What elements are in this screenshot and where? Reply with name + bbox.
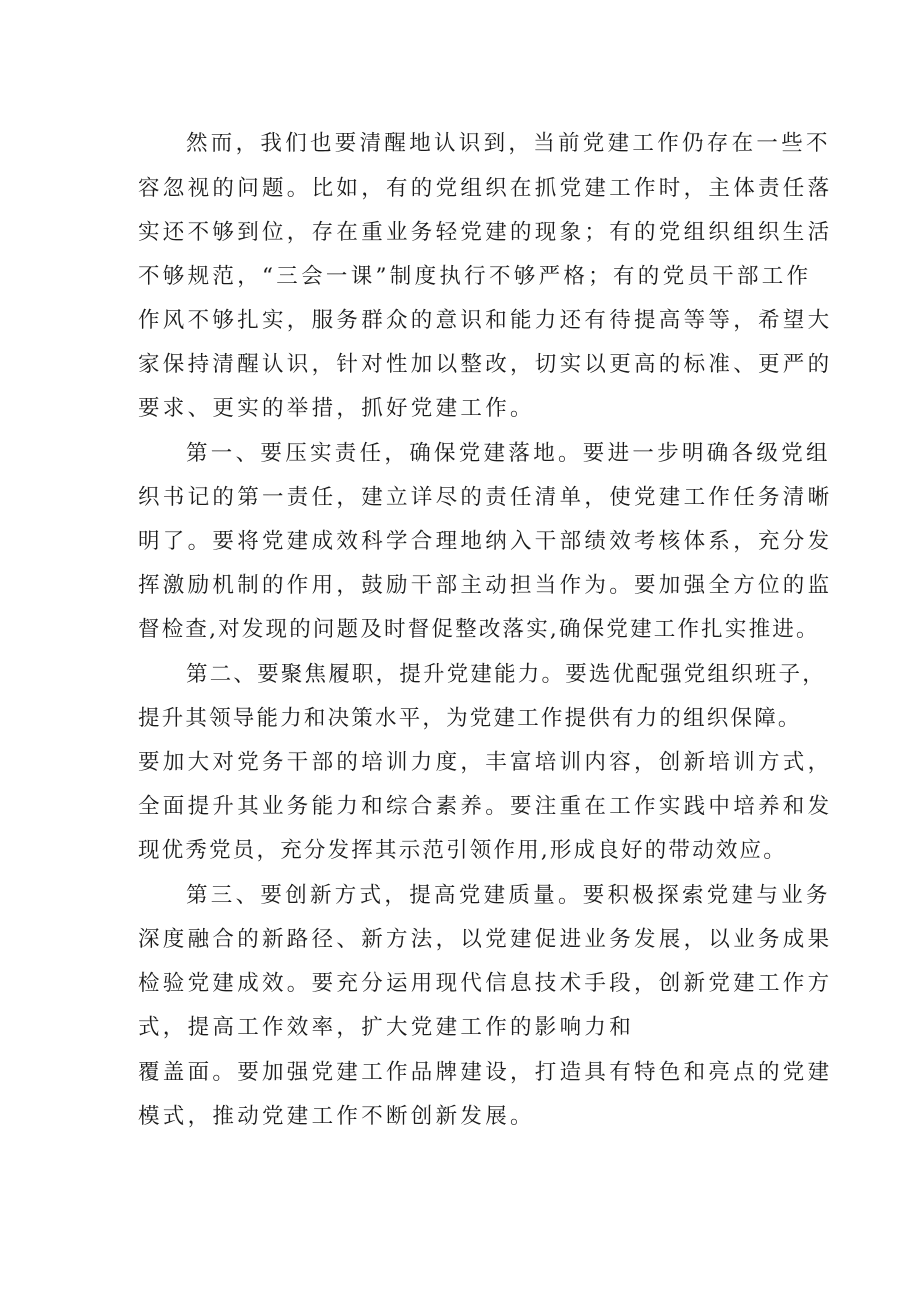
paragraph-3-line-3: 要加大对党务干部的培训力度，丰富培训内容，创新培训方式，	[138, 750, 833, 775]
paragraph-2-line-4: 挥激励机制的作用，鼓励干部主动担当作为。要加强全方位的监	[138, 573, 833, 598]
paragraph-1-line-4: 不够规范，“三会一课”制度执行不够严格；有的党员干部工作	[138, 264, 812, 289]
paragraph-1-line-6: 家保持清醒认识，针对性加以整改，切实以更高的标准、更严的	[138, 352, 833, 377]
paragraph-4-line-3: 检验党建成效。要充分运用现代信息技术手段，创新党建工作方	[138, 971, 833, 996]
paragraph-1-line-3: 实还不够到位，存在重业务轻党建的现象；有的党组织组织生活	[138, 220, 833, 245]
paragraph-4-line-5: 覆盖面。要加强党建工作品牌建设，打造具有特色和亮点的党建	[138, 1060, 833, 1085]
paragraph-4-line-2: 深度融合的新路径、新方法，以党建促进业务发展，以业务成果	[138, 927, 833, 952]
paragraph-1-line-7: 要求、更实的举措，抓好党建工作。	[138, 396, 535, 421]
paragraph-1-line-5: 作风不够扎实，服务群众的意识和能力还有待提高等等，希望大	[138, 308, 833, 333]
paragraph-4-line-4: 式，提高工作效率，扩大党建工作的影响力和	[138, 1015, 635, 1040]
paragraph-2-line-1: 第一、要压实责任，确保党建落地。要进一步明确各级党组	[186, 441, 831, 466]
paragraph-2-line-2: 织书记的第一责任，建立详尽的责任清单，使党建工作任务清晰	[138, 485, 833, 510]
paragraph-3-line-4: 全面提升其业务能力和综合素养。要注重在工作实践中培养和发	[138, 794, 833, 819]
paragraph-2-line-3: 明了。要将党建成效科学合理地纳入干部绩效考核体系，充分发	[138, 529, 833, 554]
paragraph-4-line-6: 模式，推动党建工作不断创新发展。	[138, 1104, 535, 1129]
paragraph-2-line-5: 督检查,对发现的问题及时督促整改落实,确保党建工作扎实推进。	[138, 617, 820, 642]
paragraph-1-line-2: 容忽视的问题。比如，有的党组织在抓党建工作时，主体责任落	[138, 176, 833, 201]
paragraph-4-line-1: 第三、要创新方式，提高党建质量。要积极探索党建与业务	[186, 883, 831, 908]
paragraph-3-line-1: 第二、要聚焦履职，提升党建能力。要选优配强党组织班子，	[186, 662, 826, 687]
paragraph-3-line-5: 现优秀党员，充分发挥其示范引领作用,形成良好的带动效应。	[138, 838, 787, 863]
paragraph-1-line-1: 然而，我们也要清醒地认识到，当前党建工作仍存在一些不	[186, 131, 831, 156]
paragraph-3-line-2: 提升其领导能力和决策水平，为党建工作提供有力的组织保障。	[138, 706, 802, 731]
